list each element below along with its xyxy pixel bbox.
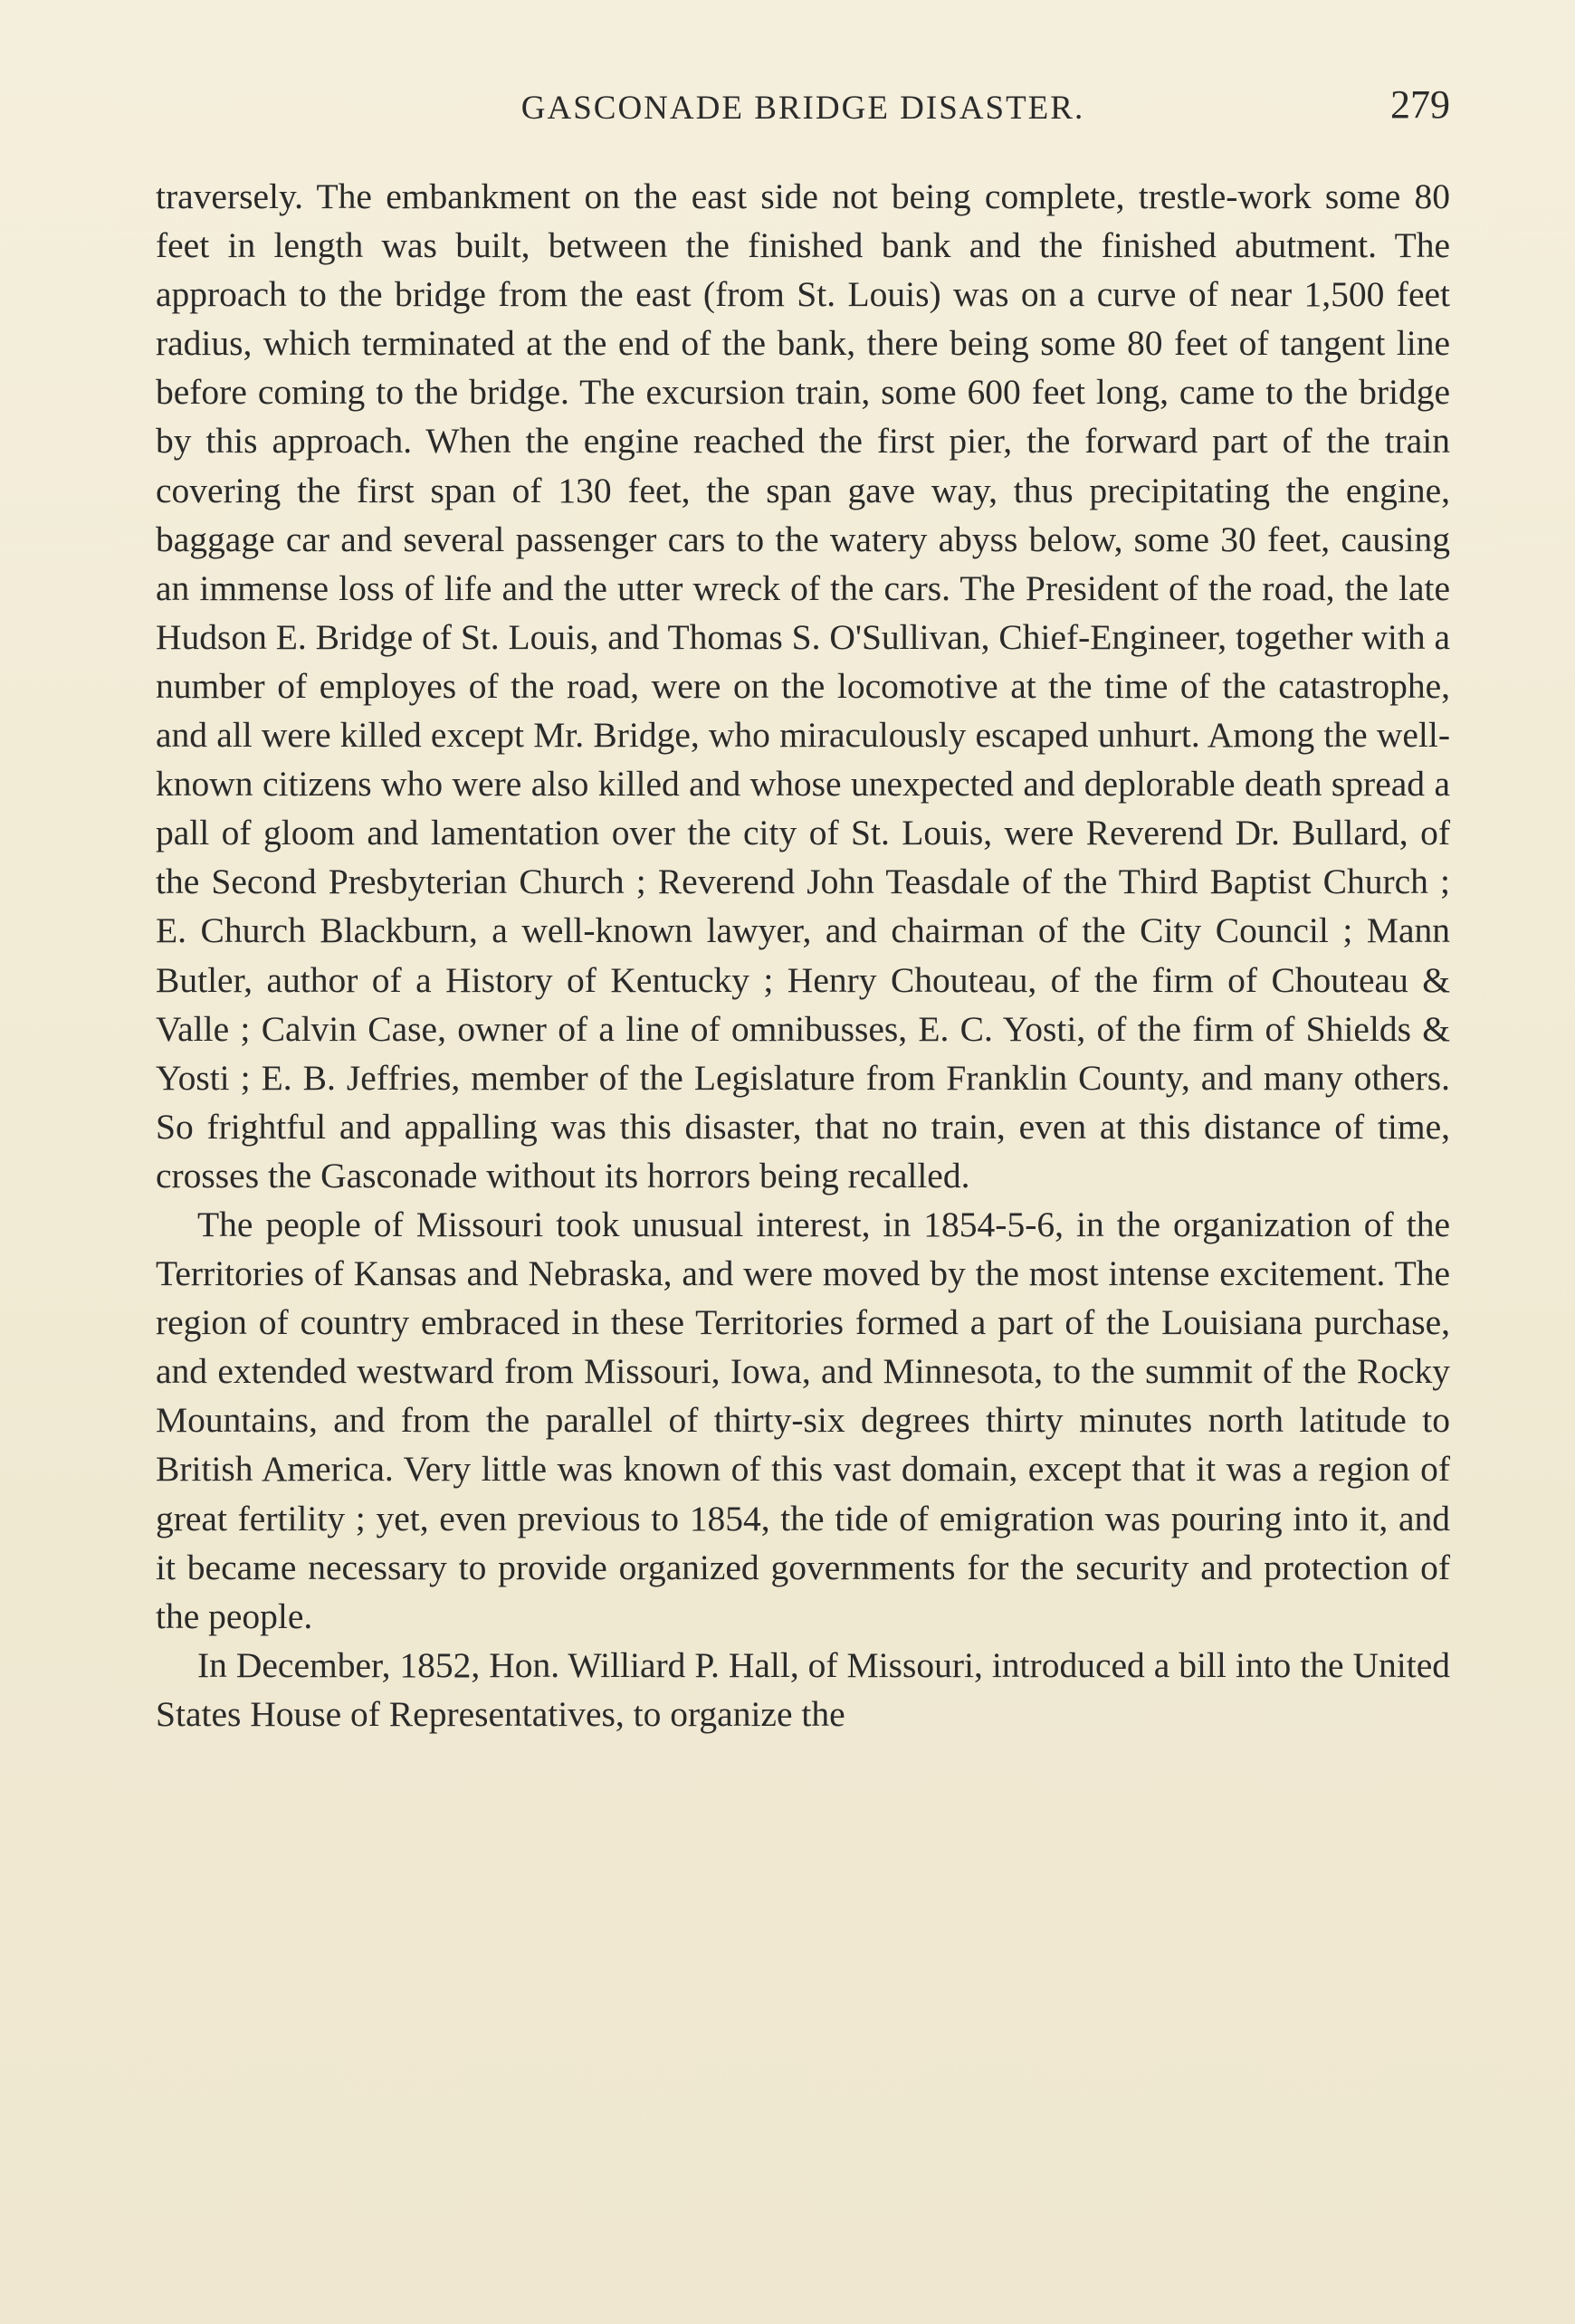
paragraph-continued: traversely. The embankment on the east side not being complete, trestle-work some 80 feet in length was built, between the finished bank and the finished abutment. The approach to the bridge from the east (from St. Louis) was on a curve of near 1,500 feet radius, which terminated at the end of the bank, there being some 80 feet of tangent line before coming to the bridge. The excursion train, some 600 feet long, came to the bridge by this approach. When the engine reached the first pier, the forward part of the train covering the first span of 130 feet, the span gave way, thus precipitating the engine, baggage car and several passenger cars to the watery abyss below, some 30 feet, causing an immense loss of life and the utter wreck of the cars. The President of the road, the late Hudson E. Bridge of St. Louis, and Thomas S. O'Sullivan, Chief-Engineer, together with a number of employes of the road, were on the locomotive at the time of the catastrophe, and all were killed except Mr. Bridge, who miraculously escaped unhurt. Among the well-known citizens who were also killed and whose unexpected and deplorable death spread a pall of gloom and lamentation over the city of St. Louis, were Reverend Dr. Bullard, of the Second Presbyterian Church ; Reverend John Teasdale of the Third Baptist Church ; E. Church Blackburn, a well-known lawyer, and chairman of the City Council ; Mann Butler, author of a History of Kentucky ; Henry Chouteau, of the firm of Chouteau & Valle ; Calvin Case, owner of a line of omnibusses, E. C. Yosti, of the firm of Shields & Yosti ; E. B. Jeffries, member of the Legislature from Franklin County, and many others. So frightful and appalling was this disaster, that no train, even at this distance of time, crosses the Gasconade without its horrors being recalled. bbox=[156, 176, 1450, 1195]
running-title: GASCONADE BRIDGE DISASTER. bbox=[520, 90, 1085, 127]
page-header bbox=[156, 80, 1450, 143]
page-number: 279 bbox=[1390, 82, 1450, 127]
body-text bbox=[156, 172, 1450, 1738]
paragraph-missouri-territories: The people of Missouri took unusual interest, in 1854-5-6, in the organization of the Territories of Kansas and Nebraska, and were moved by the most intense excitement. The region of country embraced in these Territories formed a part of the Louisiana purchase, and extended westward from Missouri, Iowa, and Minnesota, to the summit of the Rocky Mountains, and from the parallel of thirty-six degrees thirty minutes north latitude to British America. Very little was known of this vast domain, except that it was a region of great fertility ; yet, even previous to 1854, the tide of emigration was pouring into it, and it became necessary to provide organized governments for the security and protection of the people. bbox=[156, 1204, 1450, 1636]
paragraph-hall-bill: In December, 1852, Hon. Williard P. Hall, of Missouri, introduced a bill into the United States House of Representatives, to organize the bbox=[156, 1644, 1450, 1734]
